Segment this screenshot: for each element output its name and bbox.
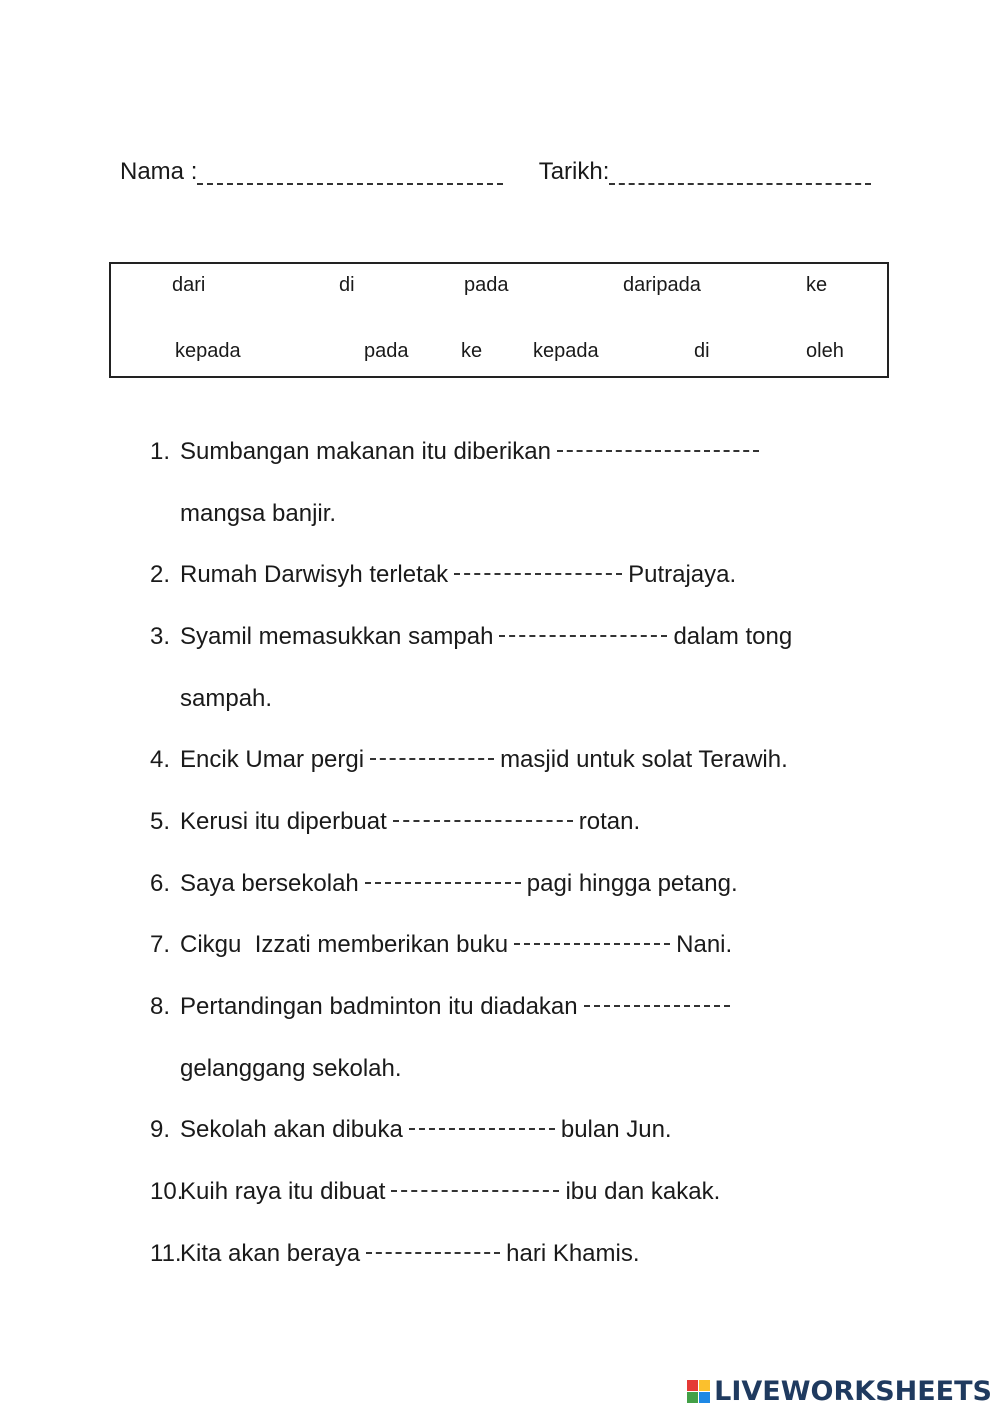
question-number: 10.: [150, 1178, 184, 1205]
question-number: 11.: [150, 1240, 182, 1267]
question-text: Syamil memasukkan sampah: [180, 623, 494, 650]
question-text: Pertandingan badminton itu diadakan: [180, 993, 578, 1020]
question-text-after: pagi hingga petang.: [526, 870, 738, 897]
word-bank-item: di: [339, 274, 355, 296]
word-bank: [109, 262, 889, 378]
question-text-after: hari Khamis.: [506, 1240, 640, 1267]
question-text: Encik Umar pergi: [180, 746, 365, 773]
question-3: [150, 623, 792, 651]
answer-blank[interactable]: [499, 635, 667, 637]
question-10: [150, 1178, 720, 1206]
answer-blank[interactable]: [409, 1128, 555, 1130]
question-6: [150, 870, 738, 898]
question-text: Sumbangan makanan itu diberikan: [180, 438, 551, 465]
word-bank-item: dari: [172, 274, 206, 296]
liveworksheets-logo: [687, 1376, 992, 1407]
question-1: [150, 438, 765, 466]
question-text: Kerusi itu diperbuat: [180, 808, 387, 835]
answer-blank[interactable]: [557, 450, 759, 452]
question-number: 5.: [150, 808, 171, 835]
question-number: 1.: [150, 438, 171, 465]
question-1-continued: mangsa banjir.: [180, 500, 337, 527]
date-label: Tarikh:: [538, 158, 610, 185]
question-11: [150, 1240, 640, 1268]
name-label: Nama :: [120, 158, 198, 185]
answer-blank[interactable]: [584, 1005, 730, 1007]
liveworksheets-logo-icon: [687, 1380, 710, 1403]
word-bank-item: pada: [364, 340, 409, 362]
question-text-after: masjid untuk solat Terawih.: [500, 746, 788, 773]
word-bank-item: daripada: [623, 274, 701, 296]
question-9: [150, 1116, 672, 1144]
logo-square-red: [687, 1380, 698, 1391]
question-number: 4.: [150, 746, 171, 773]
liveworksheets-logo-text: LIVEWORKSHEETS: [714, 1376, 992, 1407]
word-bank-item: ke: [806, 274, 828, 296]
header-fields: [120, 158, 871, 186]
question-text: Kita akan beraya: [180, 1240, 361, 1267]
question-3-continued: sampah.: [180, 685, 273, 712]
answer-blank[interactable]: [370, 758, 494, 760]
word-bank-item: kepada: [533, 340, 599, 362]
logo-square-yellow: [699, 1380, 710, 1391]
question-text-after: rotan.: [578, 808, 641, 835]
question-text-after: Putrajaya.: [628, 561, 737, 588]
word-bank-item: di: [694, 340, 710, 362]
answer-blank[interactable]: [365, 882, 521, 884]
question-2: [150, 561, 736, 589]
question-text-after: bulan Jun.: [560, 1116, 672, 1143]
question-number: 8.: [150, 993, 171, 1020]
question-text-after: dalam tong: [673, 623, 793, 650]
question-text-after: ibu dan kakak.: [565, 1178, 721, 1205]
question-number: 7.: [150, 931, 171, 958]
logo-square-blue: [699, 1392, 710, 1403]
answer-blank[interactable]: [454, 573, 622, 575]
answer-blank[interactable]: [514, 943, 670, 945]
answer-blank[interactable]: [366, 1252, 500, 1254]
question-number: 9.: [150, 1116, 171, 1143]
question-text: Cikgu Izzati memberikan buku: [180, 931, 509, 958]
date-field[interactable]: [609, 183, 871, 185]
question-8-continued: gelanggang sekolah.: [180, 1055, 402, 1082]
question-number: 6.: [150, 870, 171, 897]
question-number: 2.: [150, 561, 171, 588]
word-bank-item: pada: [464, 274, 509, 296]
question-text: Saya bersekolah: [180, 870, 359, 897]
question-text-after: Nani.: [676, 931, 733, 958]
question-text: Sekolah akan dibuka: [180, 1116, 403, 1143]
word-bank-item: kepada: [175, 340, 241, 362]
question-5: [150, 808, 640, 836]
name-field[interactable]: [197, 183, 503, 185]
logo-square-green: [687, 1392, 698, 1403]
word-bank-item: ke: [461, 340, 483, 362]
question-7: [150, 931, 732, 959]
word-bank-item: oleh: [806, 340, 844, 362]
question-text: Rumah Darwisyh terletak: [180, 561, 449, 588]
question-4: [150, 746, 788, 774]
question-8: [150, 993, 736, 1021]
question-number: 3.: [150, 623, 171, 650]
answer-blank[interactable]: [393, 820, 573, 822]
answer-blank[interactable]: [391, 1190, 559, 1192]
question-text: Kuih raya itu dibuat: [180, 1178, 386, 1205]
